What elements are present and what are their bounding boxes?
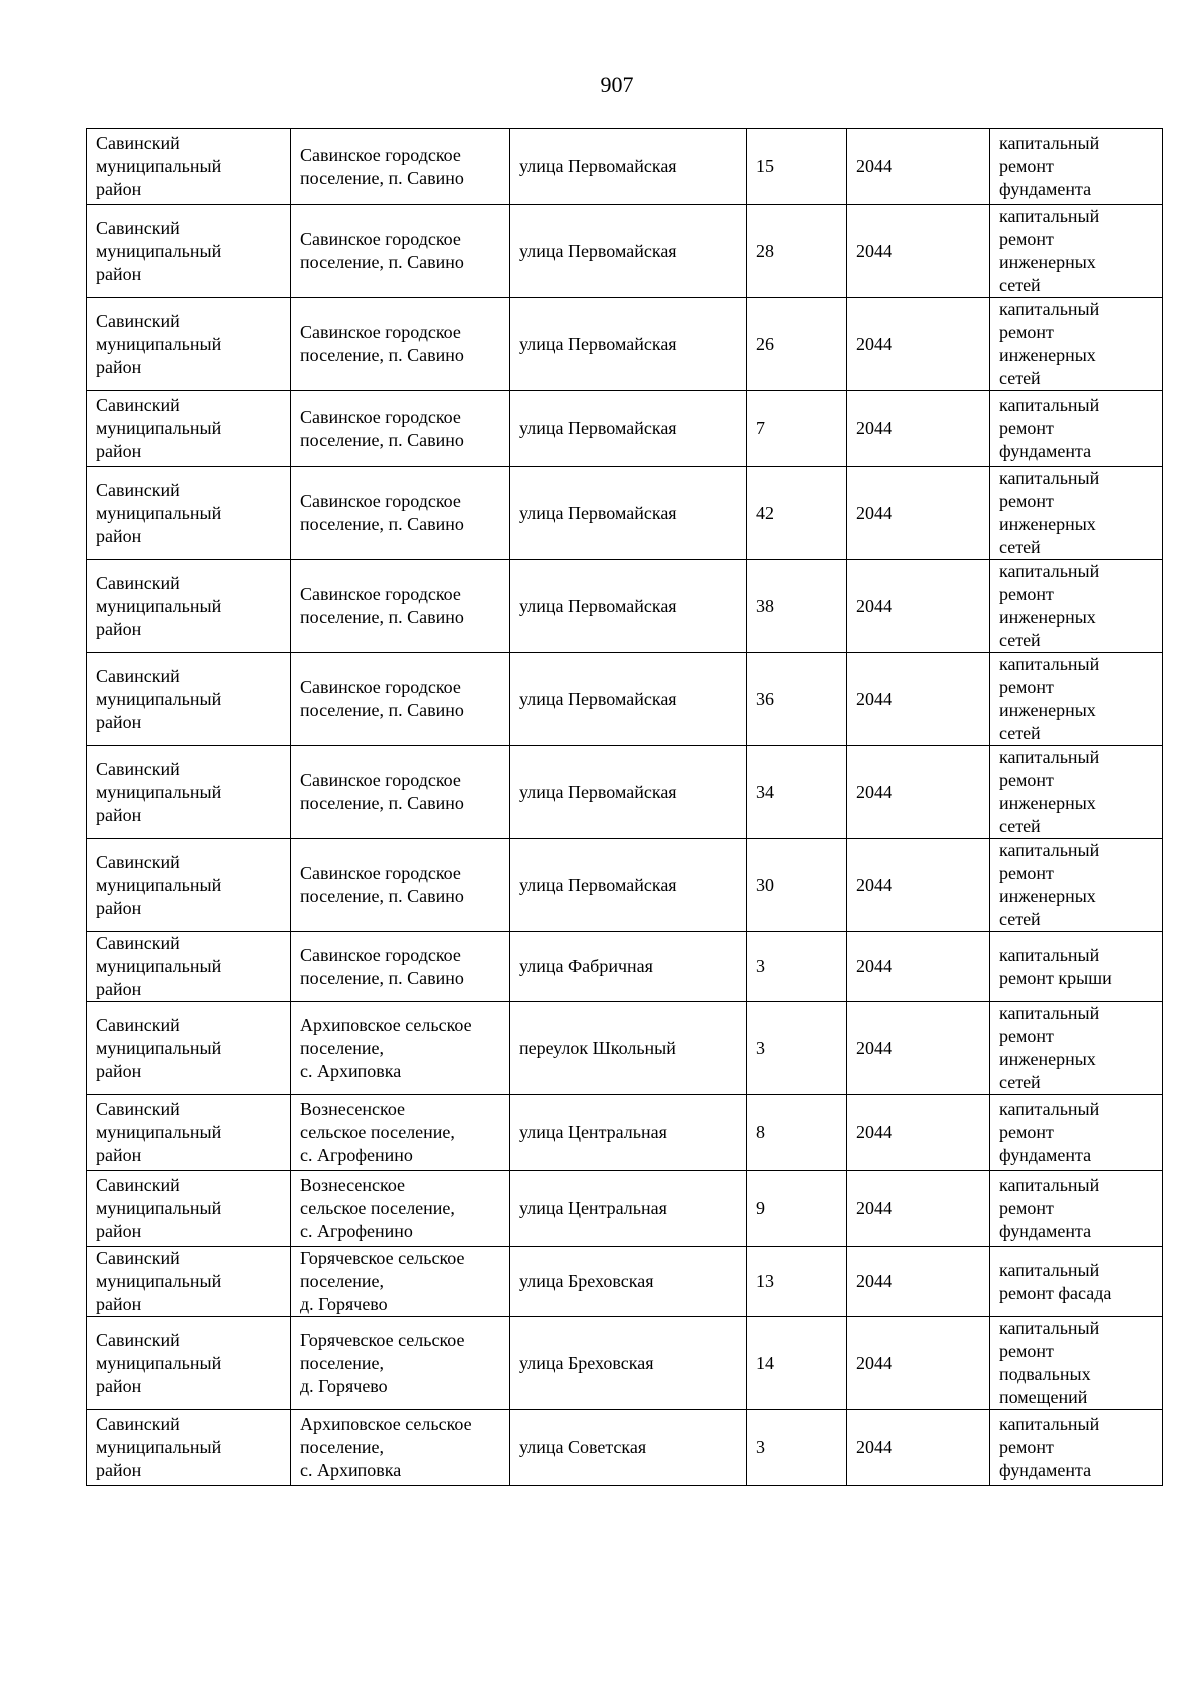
- work-type-cell: капитальный ремонт инженерных сетей: [990, 205, 1163, 298]
- work-type-cell: капитальный ремонт фундамента: [990, 1095, 1163, 1171]
- district-cell: Савинский муниципальный район: [87, 1317, 291, 1410]
- table-row: [87, 932, 1163, 1002]
- table-row: [87, 1171, 1163, 1247]
- year-cell: 2044: [847, 932, 990, 1002]
- house-number-cell: 38: [747, 560, 847, 653]
- street-cell: улица Первомайская: [510, 129, 747, 205]
- district-cell: Савинский муниципальный район: [87, 129, 291, 205]
- street-cell: улица Центральная: [510, 1095, 747, 1171]
- work-type-cell: капитальный ремонт инженерных сетей: [990, 560, 1163, 653]
- table-row: [87, 1247, 1163, 1317]
- house-number-cell: 26: [747, 298, 847, 391]
- house-number-cell: 28: [747, 205, 847, 298]
- district-cell: Савинский муниципальный район: [87, 1002, 291, 1095]
- street-cell: улица Первомайская: [510, 560, 747, 653]
- year-cell: 2044: [847, 839, 990, 932]
- house-number-cell: 14: [747, 1317, 847, 1410]
- year-cell: 2044: [847, 205, 990, 298]
- table-row: [87, 391, 1163, 467]
- table-row: [87, 129, 1163, 205]
- settlement-cell: Архиповское сельское поселение, с. Архиповка: [291, 1002, 510, 1095]
- table-row: [87, 839, 1163, 932]
- table-row: [87, 298, 1163, 391]
- year-cell: 2044: [847, 467, 990, 560]
- settlement-cell: Савинское городское поселение, п. Савино: [291, 298, 510, 391]
- repair-schedule-table: [86, 128, 1163, 1486]
- house-number-cell: 8: [747, 1095, 847, 1171]
- table-row: [87, 1317, 1163, 1410]
- district-cell: Савинский муниципальный район: [87, 1410, 291, 1486]
- settlement-cell: Горячевское сельское поселение, д. Горячево: [291, 1317, 510, 1410]
- table-body: [87, 129, 1163, 1486]
- settlement-cell: Савинское городское поселение, п. Савино: [291, 746, 510, 839]
- work-type-cell: капитальный ремонт фундамента: [990, 1410, 1163, 1486]
- house-number-cell: 3: [747, 1410, 847, 1486]
- settlement-cell: Савинское городское поселение, п. Савино: [291, 560, 510, 653]
- street-cell: улица Первомайская: [510, 839, 747, 932]
- work-type-cell: капитальный ремонт инженерных сетей: [990, 298, 1163, 391]
- year-cell: 2044: [847, 1171, 990, 1247]
- district-cell: Савинский муниципальный район: [87, 1171, 291, 1247]
- street-cell: улица Первомайская: [510, 746, 747, 839]
- district-cell: Савинский муниципальный район: [87, 391, 291, 467]
- work-type-cell: капитальный ремонт подвальных помещений: [990, 1317, 1163, 1410]
- street-cell: улица Первомайская: [510, 467, 747, 560]
- table-row: [87, 467, 1163, 560]
- district-cell: Савинский муниципальный район: [87, 298, 291, 391]
- settlement-cell: Савинское городское поселение, п. Савино: [291, 205, 510, 298]
- year-cell: 2044: [847, 560, 990, 653]
- street-cell: улица Центральная: [510, 1171, 747, 1247]
- settlement-cell: Савинское городское поселение, п. Савино: [291, 839, 510, 932]
- house-number-cell: 7: [747, 391, 847, 467]
- work-type-cell: капитальный ремонт инженерных сетей: [990, 653, 1163, 746]
- street-cell: улица Фабричная: [510, 932, 747, 1002]
- district-cell: Савинский муниципальный район: [87, 1247, 291, 1317]
- house-number-cell: 15: [747, 129, 847, 205]
- house-number-cell: 42: [747, 467, 847, 560]
- house-number-cell: 9: [747, 1171, 847, 1247]
- table-row: [87, 653, 1163, 746]
- street-cell: улица Первомайская: [510, 653, 747, 746]
- page-number: 907: [600, 72, 634, 97]
- settlement-cell: Савинское городское поселение, п. Савино: [291, 467, 510, 560]
- work-type-cell: капитальный ремонт фундамента: [990, 1171, 1163, 1247]
- table-row: [87, 205, 1163, 298]
- work-type-cell: капитальный ремонт инженерных сетей: [990, 1002, 1163, 1095]
- work-type-cell: капитальный ремонт фасада: [990, 1247, 1163, 1317]
- street-cell: улица Первомайская: [510, 391, 747, 467]
- street-cell: улица Бреховская: [510, 1317, 747, 1410]
- year-cell: 2044: [847, 129, 990, 205]
- district-cell: Савинский муниципальный район: [87, 653, 291, 746]
- settlement-cell: Архиповское сельское поселение, с. Архиповка: [291, 1410, 510, 1486]
- settlement-cell: Савинское городское поселение, п. Савино: [291, 391, 510, 467]
- work-type-cell: капитальный ремонт инженерных сетей: [990, 467, 1163, 560]
- settlement-cell: Савинское городское поселение, п. Савино: [291, 653, 510, 746]
- table-row: [87, 1410, 1163, 1486]
- street-cell: улица Бреховская: [510, 1247, 747, 1317]
- settlement-cell: Горячевское сельское поселение, д. Горячево: [291, 1247, 510, 1317]
- house-number-cell: 3: [747, 932, 847, 1002]
- work-type-cell: капитальный ремонт крыши: [990, 932, 1163, 1002]
- settlement-cell: Савинское городское поселение, п. Савино: [291, 129, 510, 205]
- district-cell: Савинский муниципальный район: [87, 205, 291, 298]
- district-cell: Савинский муниципальный район: [87, 1095, 291, 1171]
- table-row: [87, 746, 1163, 839]
- year-cell: 2044: [847, 1317, 990, 1410]
- district-cell: Савинский муниципальный район: [87, 746, 291, 839]
- year-cell: 2044: [847, 298, 990, 391]
- year-cell: 2044: [847, 1247, 990, 1317]
- district-cell: Савинский муниципальный район: [87, 932, 291, 1002]
- house-number-cell: 30: [747, 839, 847, 932]
- settlement-cell: Вознесенское сельское поселение, с. Агрофенино: [291, 1171, 510, 1247]
- house-number-cell: 3: [747, 1002, 847, 1095]
- year-cell: 2044: [847, 1095, 990, 1171]
- settlement-cell: Савинское городское поселение, п. Савино: [291, 932, 510, 1002]
- district-cell: Савинский муниципальный район: [87, 467, 291, 560]
- work-type-cell: капитальный ремонт фундамента: [990, 129, 1163, 205]
- table-row: [87, 1002, 1163, 1095]
- table-row: [87, 1095, 1163, 1171]
- work-type-cell: капитальный ремонт фундамента: [990, 391, 1163, 467]
- house-number-cell: 34: [747, 746, 847, 839]
- district-cell: Савинский муниципальный район: [87, 839, 291, 932]
- year-cell: 2044: [847, 391, 990, 467]
- settlement-cell: Вознесенское сельское поселение, с. Агрофенино: [291, 1095, 510, 1171]
- year-cell: 2044: [847, 653, 990, 746]
- street-cell: улица Советская: [510, 1410, 747, 1486]
- year-cell: 2044: [847, 1410, 990, 1486]
- work-type-cell: капитальный ремонт инженерных сетей: [990, 839, 1163, 932]
- work-type-cell: капитальный ремонт инженерных сетей: [990, 746, 1163, 839]
- house-number-cell: 13: [747, 1247, 847, 1317]
- district-cell: Савинский муниципальный район: [87, 560, 291, 653]
- table-row: [87, 560, 1163, 653]
- street-cell: улица Первомайская: [510, 205, 747, 298]
- street-cell: переулок Школьный: [510, 1002, 747, 1095]
- street-cell: улица Первомайская: [510, 298, 747, 391]
- house-number-cell: 36: [747, 653, 847, 746]
- year-cell: 2044: [847, 1002, 990, 1095]
- year-cell: 2044: [847, 746, 990, 839]
